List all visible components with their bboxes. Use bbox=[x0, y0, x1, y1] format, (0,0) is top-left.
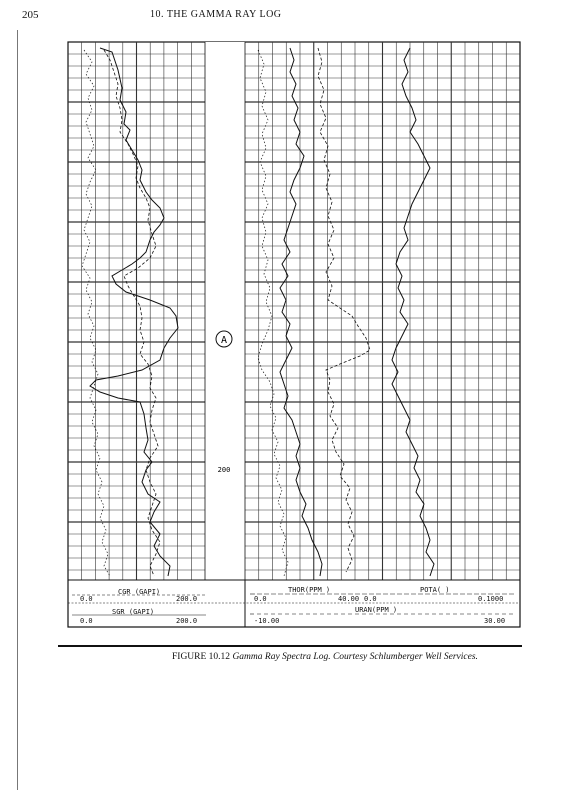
uran-scale-min: -10.00 bbox=[254, 617, 280, 625]
uran-curve bbox=[318, 48, 370, 572]
caption-credit: Courtesy Schlumberger Well Services. bbox=[332, 652, 478, 662]
zone-marker-label: A bbox=[220, 335, 228, 346]
left-track-grid bbox=[68, 42, 205, 580]
pota-scale-max: 0.1000 bbox=[478, 595, 504, 603]
caption-label: FIGURE 10.12 bbox=[172, 652, 231, 662]
log-frame bbox=[68, 42, 520, 627]
figure-caption bbox=[172, 651, 532, 664]
cgr-header-label: CGR (GAPI) bbox=[118, 588, 161, 596]
figure-bottom-rule bbox=[58, 645, 522, 647]
baseline-curve-right bbox=[258, 50, 288, 576]
sgr-scale-min: 0.0 bbox=[80, 617, 93, 625]
cgr-scale-max: 200.0 bbox=[176, 595, 198, 603]
pota-header-label: POTA( ) bbox=[420, 586, 450, 594]
sgr-header-label: SGR (GAPI) bbox=[112, 608, 155, 616]
log-header bbox=[68, 580, 520, 627]
thor-scale-max: 40.00 bbox=[338, 595, 360, 603]
right-track-grid bbox=[245, 42, 520, 580]
depth-track bbox=[205, 42, 245, 580]
pota-scale-min: 0.0 bbox=[364, 595, 377, 603]
thor-scale-min: 0.0 bbox=[254, 595, 267, 603]
depth-label: 200 bbox=[217, 466, 231, 474]
cgr-curve bbox=[90, 48, 178, 576]
pota-curve bbox=[392, 48, 434, 576]
page-number: 205 bbox=[22, 9, 39, 21]
thor-header-label: THOR(PPM ) bbox=[288, 586, 331, 594]
sgr-curve bbox=[104, 50, 160, 576]
running-head: 10. THE GAMMA RAY LOG bbox=[150, 9, 282, 20]
uran-scale-max: 30.00 bbox=[484, 617, 506, 625]
baseline-curve-left bbox=[82, 50, 110, 576]
sgr-scale-max: 200.0 bbox=[176, 617, 198, 625]
uran-header-label: URAN(PPM ) bbox=[355, 606, 398, 614]
cgr-scale-min: 0.0 bbox=[80, 595, 93, 603]
caption-title: Gamma Ray Spectra Log. bbox=[232, 652, 331, 662]
